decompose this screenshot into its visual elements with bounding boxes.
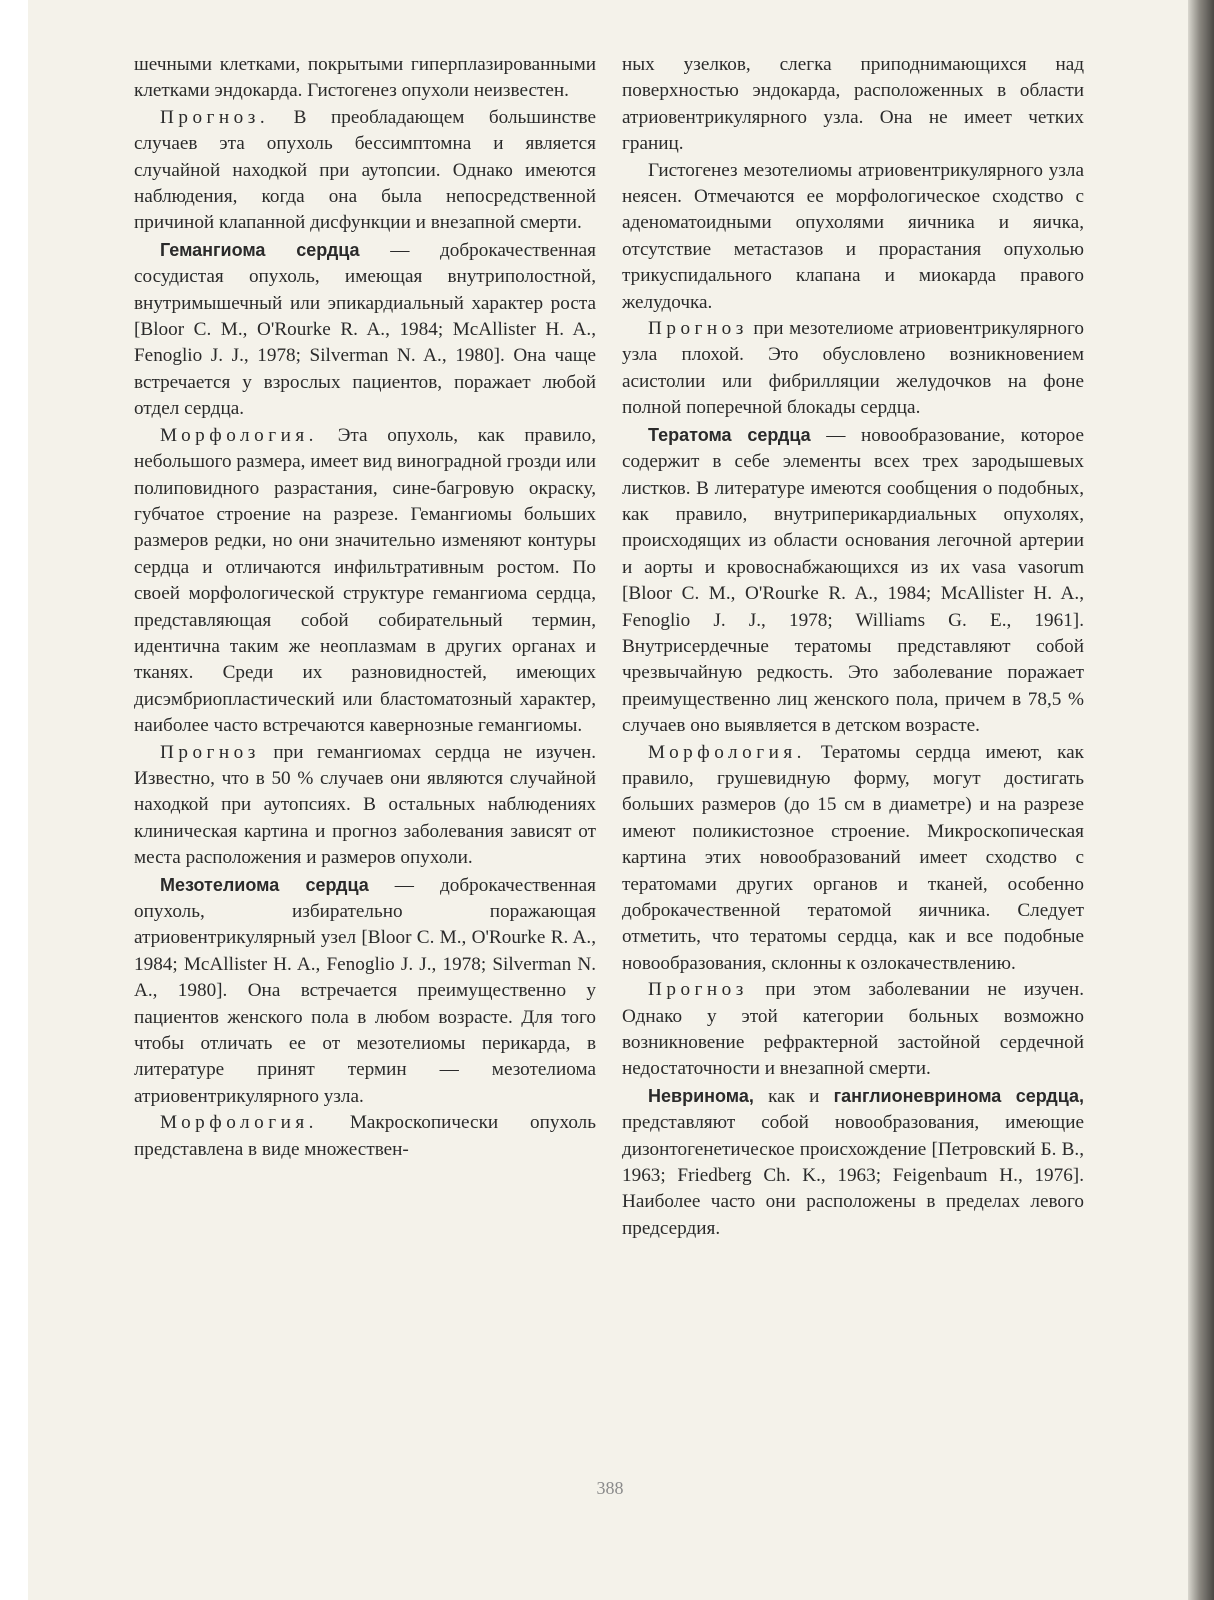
paragraph-text: при этом заболевании не изучен. Однако у этой категории больных возможно возникновение рефрактерной застойной сердечной недостаточности и внезапной смерти. [622,979,1084,1080]
paragraph-morphology [134,1110,596,1163]
section-label-morphology: Морфология. [160,424,318,446]
paragraph-text: представляют собой новообразования, имеющие дизонтогенетическое происхождение [Петровский Б. В., 1963; Friedberg Ch. K., 1963; Feigenbaum H., 1976]. Наиболее часто они расположены в пределах левого предсердия. [622,1112,1084,1239]
paragraph-text: Макроскопически опухоль представлена в виде множествен- [134,1112,596,1160]
page-number: 388 [596,1478,624,1498]
section-label-prognosis: Прогноз [160,741,260,763]
paragraph-morphology [622,740,1084,978]
term-neurinoma: Невринома, [648,1085,754,1106]
paragraph-morphology [134,423,596,740]
term-mesothelioma: Мезотелиома сердца [160,874,369,895]
paragraph-text: — новообразование, которое содержит в себе элементы всех трех зародышевых листков. В литературе имеются сообщения о подобных, как правило, внутриперикардиальных опухолях, происходящих из области основания легочной артерии и аорты и кровоснабжающихся из их vasa vasorum [Bloor C. M., O'Rourke R. A., 1984; McAllister H. A., Fenoglio J. J., 1978; Williams G. E., 1961]. Внутрисердечные тератомы представляют собой чрезвычайную редкость. Это заболевание поражает преимущественно лиц женского пола, причем в 78,5 % случаев оно выявляется в детском возрасте. [622,424,1084,737]
paragraph-histogenesis: Гистогенез мезотелиомы атриовентрикулярного узла неясен. Отмечаются ее морфологическое сходство с аденоматоидными опухолями яичника и яичка, отсутствие метастазов и прорастания опухолью трикуспидального клапана и миокарда правого желудочка. [622,159,1084,313]
term-hemangioma: Гемангиома сердца [160,239,360,260]
right-text-column [622,52,1084,1242]
paragraph-teratoma [622,422,1084,740]
paragraph-text: В преобладающем большинстве случаев эта опухоль бессимптомна и является случайной находкой при аутопсии. Однако имеются наблюдения, когда она была непосредственной причиной клапанной дисфункции и внезапной смерти. [134,106,596,234]
section-label-prognosis: Прогноз [648,979,748,1001]
term-teratoma: Тератома сердца [648,424,811,445]
paragraph-text: Эта опухоль, как правило, небольшого размера, имеет вид виноградной грозди или полиповидного разрастания, сине-багровую окраску, губчатое строение на разрезе. Гемангиомы больших размеров редки, но они значительно изменяют контуры сердца и отличаются инфильтративным ростом. По своей морфологической структуре гемангиома сердца, представляющая собой собирательный термин, идентична таким же неоплазмам в других органах и тканях. Среди их разновидностей, имеющих дисэмбриопластический или бластоматозный характер, наиболее часто встречаются кавернозные гемангиомы. [134,424,596,737]
paragraph-neurinoma [622,1083,1084,1242]
paragraph-text: при гемангиомах сердца не изучен. Известно, что в 50 % случаев они являются случайной находкой при аутопсиях. В остальных наблюдениях клиническая картина и прогноз заболевания зависят от места расположения и размеров опухоли. [134,741,596,869]
section-label-prognosis: Прогноз [648,318,748,340]
paragraph-mesothelioma [134,872,596,1111]
section-label-prognosis: Прогноз. [160,106,270,128]
paragraph-text: как и [753,1085,834,1107]
scan-margin [0,0,28,1600]
paragraph-prognosis [134,105,596,237]
section-label-morphology: Морфология. [160,1112,318,1134]
left-text-column [134,52,596,1163]
paragraph-continuation: ных узелков, слегка приподнимающихся над поверхностью эндокарда, расположенных в области атриовентрикулярного узла. Она не имеет четких границ. [622,54,1084,155]
paragraph-prognosis [622,977,1084,1083]
paragraph-text: при мезотелиоме атриовентрикулярного узла плохой. Это обусловлено возникновением асистолии или фибрилляции желудочков на фоне полной поперечной блокады сердца. [622,318,1084,419]
paragraph-prognosis [622,316,1084,422]
paragraph-prognosis [134,740,596,872]
book-binding-edge [1188,0,1214,1600]
paragraph-text: — доброкачественная опухоль, избирательно поражающая атриовентрикулярный узел [Bloor C. M., O'Rourke R. A., 1984; McAllister H. A., Fenoglio J. J., 1978; Silverman N. A., 1980]. Она встречается преимущественно у пациентов женского пола в любом возрасте. Для того чтобы отличать ее от мезотелиомы перикарда, в литературе принят термин — мезотелиома атриовентрикулярного узла. [134,874,596,1107]
paragraph-text: — доброкачественная сосудистая опухоль, имеющая внутриполостной, внутримышечный или эпикардиальный характер роста [Bloor C. M., O'Rourke R. A., 1984; McAllister H. A., Fenoglio J. J., 1978; Silverman N. A., 1980]. Она чаще встречается у взрослых пациентов, поражает любой отдел сердца. [134,239,596,420]
term-ganglioneurinoma: ганглионевринома сердца, [833,1085,1084,1106]
section-label-morphology: Морфология. [648,741,806,763]
paragraph-text: Тератомы сердца имеют, как правило, грушевидную форму, могут достигать больших размеров (до 15 см в диаметре) и на разрезе имеют поликистозное строение. Микроскопическая картина этих новообразований имеет сходство с тератомами других органов и тканей, особенно доброкачественной тератомой яичника. Следует отметить, что тератомы сердца, как и все подобные новообразования, склонны к озлокачествлению. [622,741,1084,974]
paragraph-hemangioma [134,237,596,423]
paragraph-continuation: шечными клетками, покрытыми гиперплазированными клетками эндокарда. Гистогенез опухоли неизвестен. [134,54,596,102]
